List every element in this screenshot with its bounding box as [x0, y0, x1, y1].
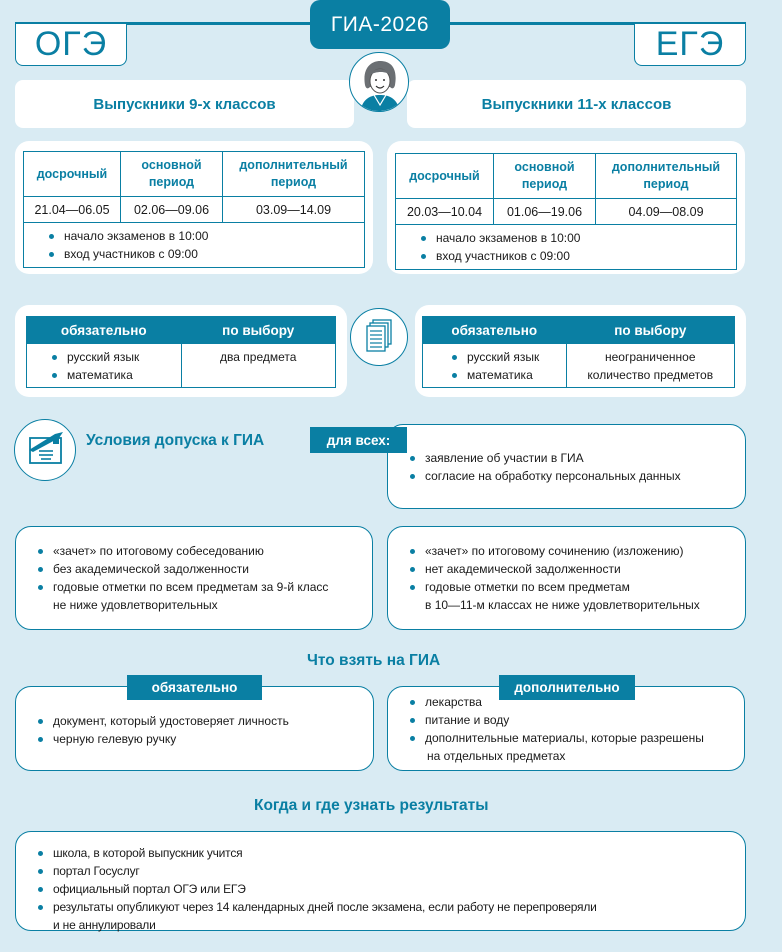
bring-title: Что взять на ГИА	[307, 652, 441, 669]
period-header: дополнительный период	[596, 154, 737, 199]
list-item-continued: в 10—11-м классах не ниже удовлетворительных	[425, 598, 700, 612]
list-item: математика	[49, 366, 181, 384]
list-item: нет академической задолженности	[407, 560, 745, 578]
list-item: русский язык	[449, 348, 566, 366]
subjects-header-elective: по выбору	[181, 317, 336, 344]
elective-line: количество предметов	[587, 368, 714, 382]
page-title: ГИА-2026	[310, 0, 450, 49]
list-item: дополнительные материалы, которые разрешены	[407, 729, 744, 747]
results-title: Когда и где узнать результаты	[254, 797, 489, 814]
required-tag: обязательно	[127, 675, 262, 700]
list-item: русский язык	[49, 348, 181, 366]
admission-title: Условия допуска к ГИА	[86, 432, 265, 449]
results-card	[15, 831, 746, 931]
period-date: 01.06—19.06	[494, 199, 596, 225]
oge-label: ОГЭ	[15, 24, 127, 66]
elective-subjects	[566, 344, 734, 388]
period-header: досрочный	[396, 154, 494, 199]
period-date: 02.06—09.06	[121, 197, 223, 223]
elective-line: неограниченное	[604, 350, 696, 364]
list-item: документ, который удостоверяет личность	[35, 712, 373, 730]
list-item: согласие на обработку персональных данных	[407, 467, 745, 485]
list-item: питание и воду	[407, 711, 744, 729]
subjects-header-required: обязательно	[27, 317, 182, 344]
list-item: результаты опубликуют через 14 календарных дней после экзамена, если работу не перепроверяли	[35, 898, 745, 916]
oge-subjects-table	[26, 316, 336, 388]
admission-for-all-card	[387, 424, 746, 509]
period-date: 20.03—10.04	[396, 199, 494, 225]
oge-group-heading: Выпускники 9-х классов	[15, 80, 354, 128]
oge-periods-card	[15, 141, 373, 274]
list-item: годовые отметки по всем предметам за 9-й класс	[35, 578, 372, 596]
period-date: 21.04—06.05	[24, 197, 121, 223]
list-item-continued: и не аннулировали	[53, 918, 156, 932]
list-item-continued: не ниже удовлетворительных	[53, 598, 218, 612]
period-header: основной период	[121, 152, 223, 197]
list-item: заявление об участии в ГИА	[407, 449, 745, 467]
list-item: вход участников с 09:00	[46, 245, 364, 263]
list-item: годовые отметки по всем предметам	[407, 578, 745, 596]
period-header: досрочный	[24, 152, 121, 197]
list-item: портал Госуслуг	[35, 862, 745, 880]
list-item: начало экзаменов в 10:00	[46, 227, 364, 245]
list-item: официальный портал ОГЭ или ЕГЭ	[35, 880, 745, 898]
list-item: без академической задолженности	[35, 560, 372, 578]
list-item: «зачет» по итоговому собеседованию	[35, 542, 372, 560]
for-all-tag: для всех:	[310, 427, 407, 453]
ege-subjects-table	[422, 316, 735, 388]
ege-label: ЕГЭ	[634, 24, 746, 66]
oge-admission-card	[15, 526, 373, 630]
required-subjects	[27, 344, 182, 388]
list-item: «зачет» по итоговому сочинению (изложению)	[407, 542, 745, 560]
list-item: начало экзаменов в 10:00	[418, 229, 736, 247]
ege-subjects-card	[415, 305, 746, 397]
list-item: математика	[449, 366, 566, 384]
optional-tag: дополнительно	[499, 675, 635, 700]
subjects-header-required: обязательно	[423, 317, 567, 344]
subjects-header-elective: по выбору	[566, 317, 734, 344]
documents-icon	[350, 308, 408, 366]
list-item: школа, в которой выпускник учится	[35, 844, 745, 862]
list-item: лекарства	[407, 693, 744, 711]
elective-subjects: два предмета	[181, 344, 336, 388]
oge-subjects-card	[15, 305, 347, 397]
period-notes	[396, 225, 737, 270]
ege-admission-card	[387, 526, 746, 630]
document-pen-icon	[14, 419, 76, 481]
period-header: основной период	[494, 154, 596, 199]
list-item-continued: на отдельных предметах	[427, 749, 566, 763]
oge-periods-table	[23, 151, 365, 268]
ege-periods-table	[395, 153, 737, 270]
required-subjects	[423, 344, 567, 388]
person-avatar-icon	[349, 52, 409, 112]
period-date: 03.09—14.09	[223, 197, 365, 223]
ege-periods-card	[387, 141, 745, 274]
list-item: черную гелевую ручку	[35, 730, 373, 748]
period-date: 04.09—08.09	[596, 199, 737, 225]
ege-group-heading: Выпускники 11-х классов	[407, 80, 746, 128]
period-notes	[24, 223, 365, 268]
period-header: дополнительный период	[223, 152, 365, 197]
list-item: вход участников с 09:00	[418, 247, 736, 265]
